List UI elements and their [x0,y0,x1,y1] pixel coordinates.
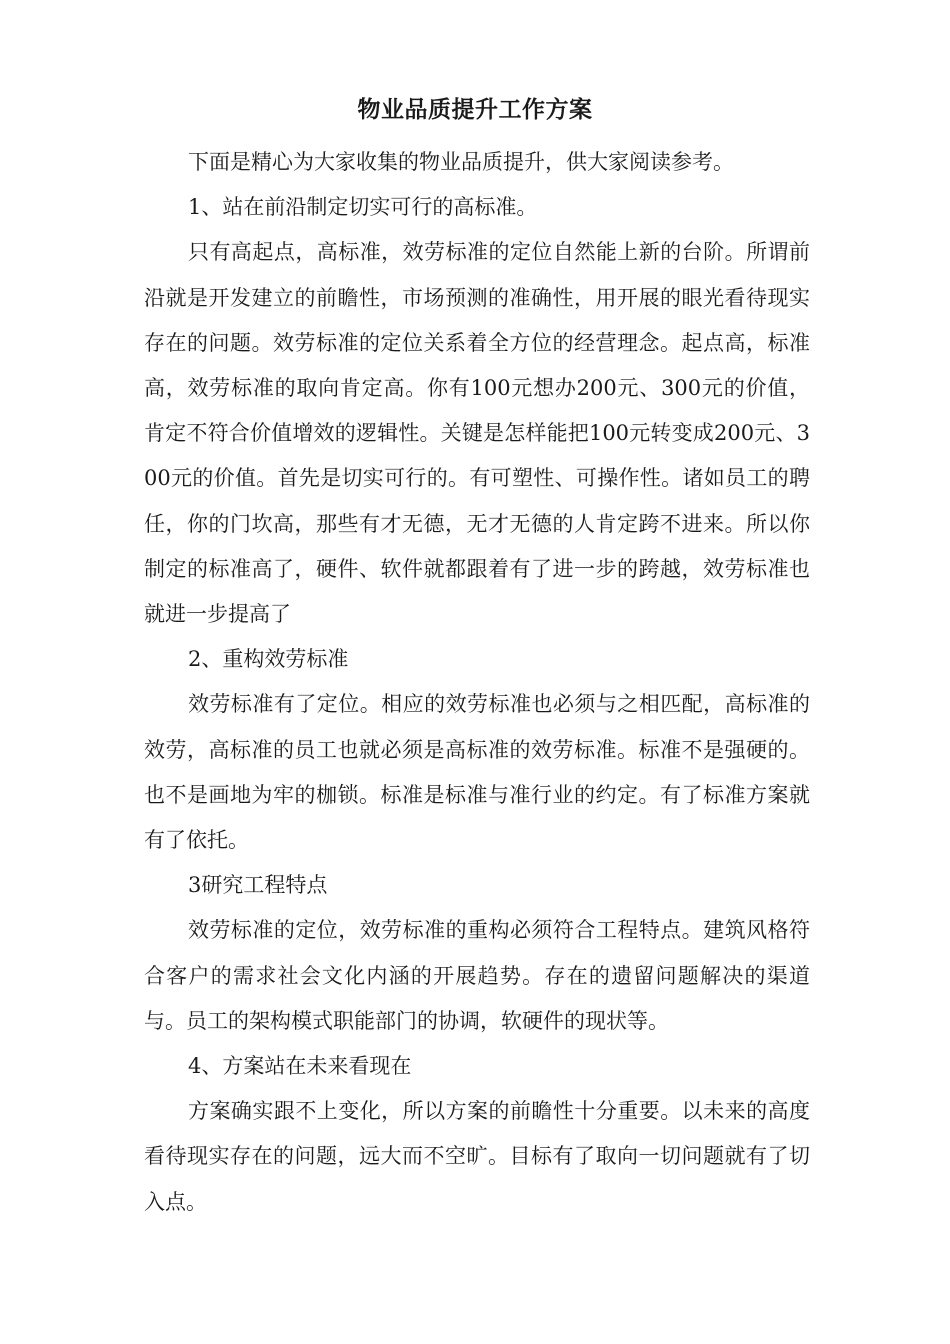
paragraph-section-3: 效劳标准的定位，效劳标准的重构必须符合工程特点。建筑风格符合客户的需求社会文化内涵的开展趋势。存在的遗留问题解决的渠道与。员工的架构模式职能部门的协调，软硬件的现状等。 [144,918,810,1033]
section-heading-2: 2、重构效劳标准 [188,647,349,672]
section-heading-1: 1、站在前沿制定切实可行的高标准。 [188,195,538,220]
paragraph-section-1: 只有高起点，高标准，效劳标准的定位自然能上新的台阶。所谓前沿就是开发建立的前瞻性，市场预测的准确性，用开展的眼光看待现实存在的问题。效劳标准的定位关系着全方位的经营理念。起点高，标准高，效劳标准的取向肯定高。你有100元想办200元、300元的价值，肯定不符合价值增效的逻辑性。关键是怎样能把100元转变成200元、300元的价值。首先是切实可行的。有可塑性、可操作性。诸如员工的聘任，你的门坎高，那些有才无德，无才无德的人肯定跨不进来。所以你制定的标准高了，硬件、软件就都跟着有了进一步的跨越，效劳标准也就进一步提高了 [144,240,810,627]
section-heading-3: 3研究工程特点 [188,873,328,898]
document-body [144,140,810,1225]
paragraph-section-4: 方案确实跟不上变化，所以方案的前瞻性十分重要。以未来的高度看待现实存在的问题，远大而不空旷。目标有了取向一切问题就有了切入点。 [144,1099,810,1214]
paragraph-section-2: 效劳标准有了定位。相应的效劳标准也必须与之相匹配，高标准的效劳，高标准的员工也就必须是高标准的效劳标准。标准不是强硬的。也不是画地为牢的枷锁。标准是标准与准行业的约定。有了标准方案就有了依托。 [144,692,810,853]
document-title: 物业品质提升工作方案 [357,96,593,123]
paragraph-intro: 下面是精心为大家收集的物业品质提升，供大家阅读参考。 [188,150,734,174]
section-heading-4: 4、方案站在未来看现在 [188,1054,412,1079]
